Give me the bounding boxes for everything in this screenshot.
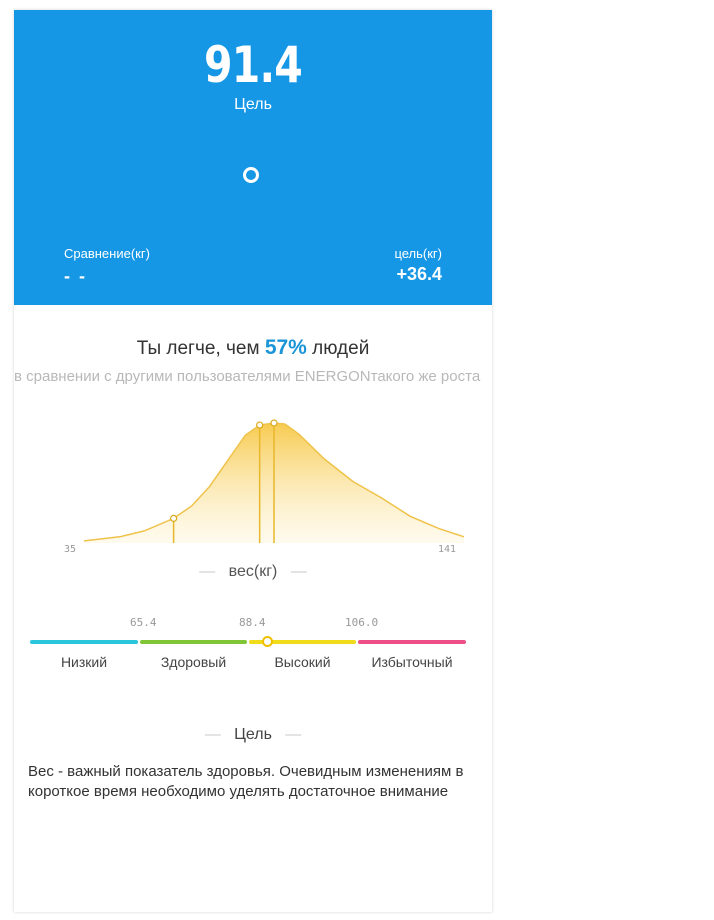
threshold-low: 65.4	[130, 616, 157, 629]
marker-point-0	[171, 515, 177, 521]
comparison-value: - -	[64, 266, 87, 286]
comparison-title-suffix: людей	[306, 338, 370, 359]
threshold-healthy: 88.4	[239, 616, 266, 629]
goal-label: цель(кг)	[394, 246, 442, 261]
bmi-segment-low	[30, 640, 138, 644]
x-max-label: 141	[438, 544, 457, 555]
weight-header	[14, 10, 492, 305]
goal-description: Вес - важный показатель здоровья. Очевидным изменениям в короткое время необходимо уделять достаточное внимание	[28, 763, 464, 800]
current-weight-marker	[262, 636, 273, 647]
goal-value: +36.4	[396, 264, 442, 284]
comparison-label: Сравнение(кг)	[64, 246, 150, 261]
segment-label-low: Низкий	[60, 654, 108, 670]
x-axis-label: вес(кг)	[228, 563, 278, 580]
x-min-label: 35	[64, 544, 77, 555]
comparison-subtitle: в сравнении с другими пользователями ENERGONтакого же роста	[14, 368, 481, 385]
comparison-title	[14, 336, 492, 360]
weight-value: 91.4	[204, 36, 302, 94]
weight-caption: Цель	[234, 96, 272, 113]
segment-label-over: Избыточный	[371, 654, 453, 670]
marker-point-1	[257, 422, 263, 428]
comparison-title-prefix: Ты легче, чем	[136, 338, 265, 359]
bmi-segment-healthy	[140, 640, 247, 644]
goal-section-title: — Цель —	[204, 726, 302, 743]
bmi-segment-over	[358, 640, 466, 644]
weight-distribution-chart	[14, 405, 492, 555]
segment-label-high: Высокий	[274, 654, 331, 670]
comparison-percent: 57%	[264, 336, 307, 359]
chart-axis-title: — вес(кг) —	[199, 563, 307, 580]
threshold-high: 106.0	[345, 616, 379, 629]
page-indicator-dot	[243, 167, 259, 183]
screen	[14, 10, 492, 912]
marker-point-2	[271, 420, 277, 426]
goal-title-text: Цель	[234, 726, 272, 743]
segment-label-healthy: Здоровый	[160, 654, 227, 670]
